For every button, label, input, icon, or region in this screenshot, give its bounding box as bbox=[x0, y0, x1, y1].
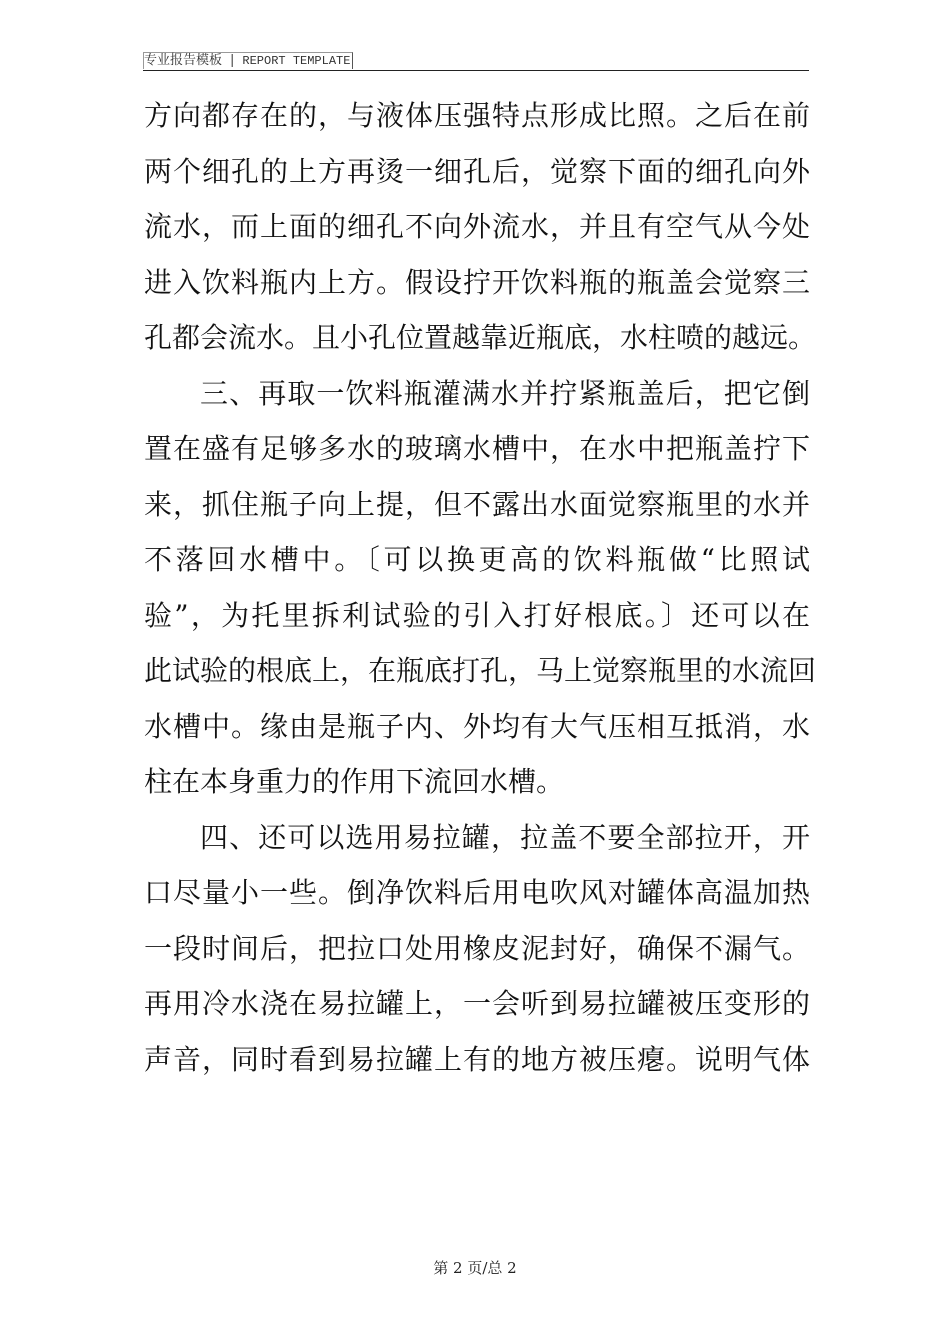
paragraph-line: 四、还可以选用易拉罐，拉盖不要全部拉开，开 bbox=[200, 820, 810, 854]
paragraph-line: 来，抓住瓶子向上提，但不露出水面觉察瓶里的水并 bbox=[144, 487, 810, 521]
header-title-en: REPORT TEMPLATE bbox=[242, 54, 351, 68]
paragraph-line: 再用冷水浇在易拉罐上，一会听到易拉罐被压变形的 bbox=[144, 987, 810, 1020]
paragraph-line: 两个细孔的上方再烫一细孔后，觉察下面的细孔向外 bbox=[144, 154, 810, 188]
paragraph-line: 水槽中。缘由是瓶子内、外均有大气压相互抵消，水 bbox=[144, 709, 810, 743]
page-header bbox=[143, 48, 809, 71]
document-body bbox=[144, 88, 817, 1087]
paragraph-line: 声音，同时看到易拉罐上有的地方被压瘪。说明气体 bbox=[144, 1042, 810, 1076]
paragraph-line: 此试验的根底上，在瓶底打孔，马上觉察瓶里的水流回 bbox=[144, 654, 817, 687]
paragraph-line: 流水，而上面的细孔不向外流水，并且有空气从今处 bbox=[144, 210, 810, 243]
paragraph-line: 柱在本身重力的作用下流回水槽。 bbox=[144, 765, 565, 798]
paragraph-line: 方向都存在的，与液体压强特点形成比照。之后在前 bbox=[144, 99, 810, 132]
header-separator: | bbox=[230, 53, 235, 68]
page-footer: 第 2 页/总 2 bbox=[433, 1259, 517, 1277]
paragraph-line: 口尽量小一些。倒净饮料后用电吹风对罐体高温加热 bbox=[144, 876, 810, 909]
paragraph-line: 置在盛有足够多水的玻璃水槽中，在水中把瓶盖拧下 bbox=[144, 432, 810, 465]
paragraph-line: 不落回水槽中。〔可以换更高的饮料瓶做“比照试 bbox=[144, 543, 810, 576]
header-title bbox=[143, 52, 353, 69]
header-title-cn: 专业报告模板 bbox=[144, 53, 223, 68]
paragraph-line: 进入饮料瓶内上方。假设拧开饮料瓶的瓶盖会觉察三 bbox=[144, 265, 810, 299]
paragraph-line: 孔都会流水。且小孔位置越靠近瓶底，水柱喷的越远。 bbox=[144, 321, 817, 354]
paragraph-line: 验”，为托里拆利试验的引入打好根底。〕还可以在 bbox=[144, 598, 810, 632]
paragraph-line: 三、再取一饮料瓶灌满水并拧紧瓶盖后，把它倒 bbox=[200, 376, 810, 410]
paragraph-line: 一段时间后，把拉口处用橡皮泥封好，确保不漏气。 bbox=[144, 931, 810, 965]
